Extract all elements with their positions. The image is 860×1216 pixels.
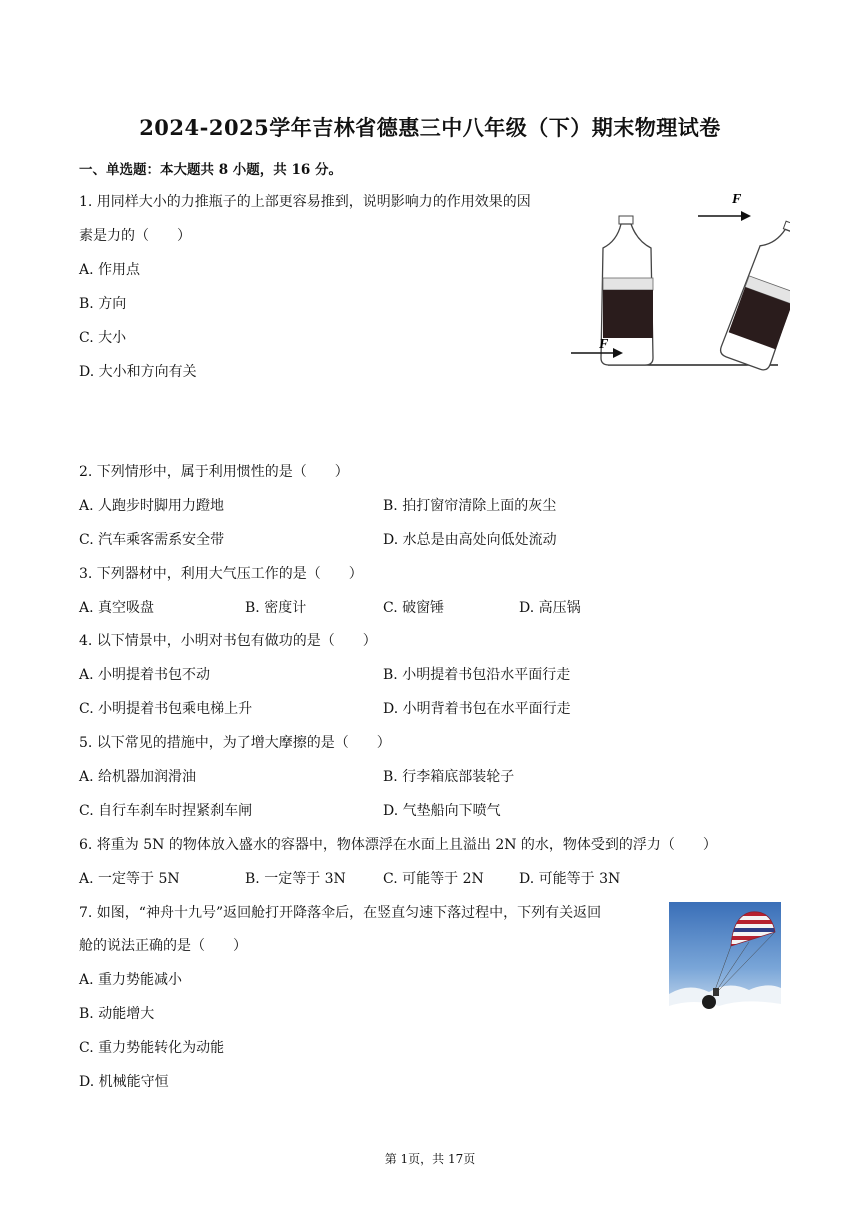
option-b: B. 一定等于 3N (245, 871, 346, 887)
option-d: D. 水总是由高处向低处流动 (383, 532, 557, 548)
option-b: B. 行李箱底部装轮子 (383, 769, 515, 785)
question-stem: 4. 以下情景中，小明对书包有做功的是（ ） (79, 633, 377, 649)
page-title: 2024-2025学年吉林省德惠三中八年级（下）期末物理试卷 (139, 115, 721, 140)
option-b: B. 拍打窗帘清除上面的灰尘 (383, 498, 557, 514)
section-heading: 一、单选题：本大题共 8 小题，共 16 分。 (79, 162, 342, 178)
option-a: A. 真空吸盘 (79, 600, 155, 616)
question-stem: 3. 下列器材中，利用大气压工作的是（ ） (79, 566, 363, 582)
bottle-push-figure (565, 186, 790, 372)
option-c: C. 重力势能转化为动能 (79, 1040, 225, 1056)
option-a: A. 一定等于 5N (79, 871, 180, 887)
question-stem: 2. 下列情形中，属于利用惯性的是（ ） (79, 464, 349, 480)
option-d: D. 气垫船向下喷气 (383, 803, 501, 819)
question-stem: 1. 用同样大小的力推瓶子的上部更容易推到，说明影响力的作用效果的因 (79, 194, 531, 210)
question-stem: 7. 如图，“神舟十九号”返回舱打开降落伞后，在竖直匀速下落过程中，下列有关返回 (79, 905, 602, 921)
capsule-parachute-photo (669, 902, 781, 1023)
option-a: A. 人跑步时脚用力蹬地 (79, 498, 225, 514)
option-c: C. 破窗锤 (383, 600, 445, 616)
page-footer: 第 1页，共 17页 (384, 1152, 476, 1166)
option-d: D. 大小和方向有关 (79, 364, 197, 380)
question-stem: 5. 以下常见的措施中，为了增大摩擦的是（ ） (79, 735, 391, 751)
option-b: B. 小明提着书包沿水平面行走 (383, 667, 571, 683)
option-b: B. 方向 (79, 296, 127, 312)
option-a: A. 给机器加润滑油 (79, 769, 197, 785)
question-stem: 素是力的（ ） (79, 228, 191, 244)
option-c: C. 小明提着书包乘电梯上升 (79, 701, 253, 717)
question-stem: 舱的说法正确的是（ ） (79, 938, 247, 954)
question-stem: 6. 将重为 5N 的物体放入盛水的容器中，物体漂浮在水面上且溢出 2N 的水，物体受到的浮力（ ） (79, 837, 717, 853)
option-a: A. 作用点 (79, 262, 141, 278)
tilted-bottle (719, 215, 790, 372)
option-c: C. 自行车刹车时捏紧刹车闸 (79, 803, 253, 819)
option-c: C. 汽车乘客需系安全带 (79, 532, 225, 548)
option-c: C. 可能等于 2N (383, 871, 484, 887)
option-d: D. 机械能守恒 (79, 1074, 169, 1090)
option-d: D. 可能等于 3N (519, 871, 621, 887)
option-d: D. 高压锅 (519, 600, 581, 616)
upright-bottle (601, 216, 653, 365)
option-a: A. 重力势能减小 (79, 972, 183, 988)
option-d: D. 小明背着书包在水平面行走 (383, 701, 571, 717)
option-c: C. 大小 (79, 330, 127, 346)
force-label: F (732, 192, 742, 207)
force-label: F (599, 337, 609, 352)
option-a: A. 小明提着书包不动 (79, 667, 211, 683)
option-b: B. 密度计 (245, 600, 307, 616)
option-b: B. 动能增大 (79, 1006, 155, 1022)
